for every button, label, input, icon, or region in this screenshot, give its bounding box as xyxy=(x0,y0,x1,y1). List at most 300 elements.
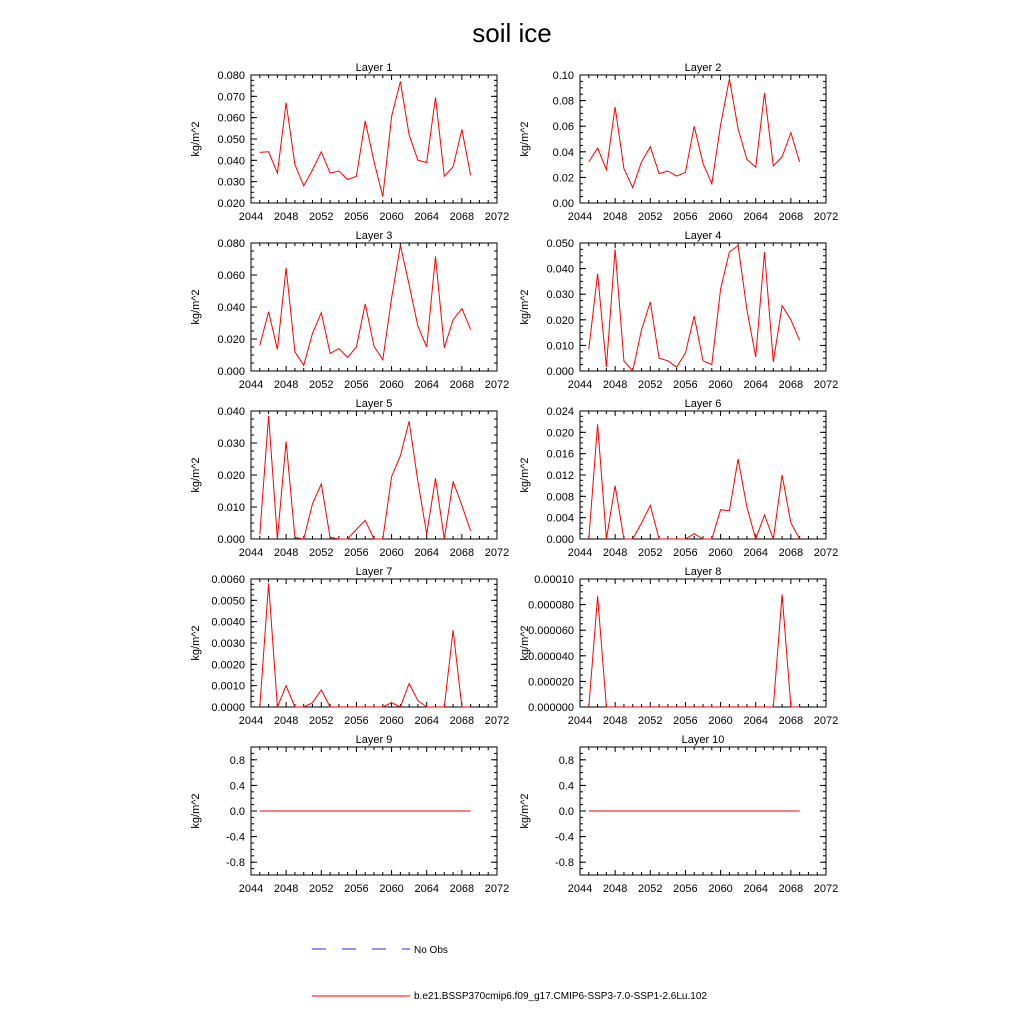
data-point xyxy=(738,706,739,707)
data-point xyxy=(650,505,651,506)
y-tick-label: 0.024 xyxy=(546,406,574,418)
x-tick-label: 2072 xyxy=(484,211,510,223)
data-point xyxy=(409,810,410,811)
data-point xyxy=(702,810,703,811)
data-point xyxy=(676,367,677,368)
data-point xyxy=(676,706,677,707)
panel-title: Layer 7 xyxy=(355,566,393,578)
data-point xyxy=(597,273,598,274)
x-tick-label: 2068 xyxy=(449,211,475,223)
x-tick-label: 2072 xyxy=(484,883,510,895)
data-point xyxy=(400,81,401,82)
x-tick-label: 2060 xyxy=(379,883,404,895)
x-tick-label: 2060 xyxy=(708,883,733,895)
x-tick-label: 2072 xyxy=(813,883,839,895)
data-point xyxy=(615,706,616,707)
data-point xyxy=(773,165,774,166)
data-point xyxy=(417,700,418,701)
data-point xyxy=(658,173,659,174)
data-point xyxy=(321,151,322,152)
data-point xyxy=(676,538,677,539)
data-point xyxy=(303,185,304,186)
data-point xyxy=(409,421,410,422)
data-point xyxy=(790,522,791,523)
y-tick-label: 0.070 xyxy=(217,91,245,104)
x-tick-label: 2060 xyxy=(379,211,404,223)
y-tick-label: 0.0050 xyxy=(211,595,245,608)
x-tick-label: 2060 xyxy=(708,715,733,727)
x-tick-label: 2048 xyxy=(602,547,628,559)
x-tick-label: 2048 xyxy=(273,379,299,391)
data-point xyxy=(658,810,659,811)
data-point xyxy=(623,538,624,539)
x-tick-label: 2048 xyxy=(602,715,628,727)
data-point xyxy=(259,152,260,153)
data-point xyxy=(373,346,374,347)
data-point xyxy=(729,810,730,811)
data-point xyxy=(606,367,607,368)
data-point xyxy=(329,353,330,354)
data-point xyxy=(461,129,462,130)
data-point xyxy=(667,170,668,171)
y-tick-label: 0.00010 xyxy=(534,574,574,586)
data-point xyxy=(615,106,616,107)
x-tick-label: 2044 xyxy=(238,547,264,559)
data-point xyxy=(286,810,287,811)
x-tick-label: 2068 xyxy=(449,379,475,391)
y-tick-label: 0.000020 xyxy=(528,676,574,689)
x-tick-label: 2056 xyxy=(344,715,369,727)
data-point xyxy=(764,706,765,707)
x-tick-label: 2068 xyxy=(449,883,475,895)
data-point xyxy=(615,810,616,811)
data-point xyxy=(312,702,313,703)
data-point xyxy=(720,288,721,289)
data-point xyxy=(259,810,260,811)
data-point xyxy=(746,506,747,507)
x-tick-label: 2044 xyxy=(567,883,593,895)
data-point xyxy=(435,706,436,707)
data-point xyxy=(650,301,651,302)
y-tick-label: 0.0 xyxy=(558,806,574,818)
panel-title: Layer 6 xyxy=(684,398,722,410)
data-point xyxy=(773,538,774,539)
data-point xyxy=(435,256,436,257)
data-point xyxy=(720,706,721,707)
data-point xyxy=(729,510,730,511)
y-tick-label: -0.4 xyxy=(555,831,574,844)
data-point xyxy=(400,455,401,456)
data-point xyxy=(426,346,427,347)
data-point xyxy=(444,347,445,348)
data-point xyxy=(373,706,374,707)
x-tick-label: 2056 xyxy=(673,379,698,391)
y-tick-label: 0.000 xyxy=(217,534,245,546)
data-point xyxy=(277,349,278,350)
data-point xyxy=(277,173,278,174)
data-point xyxy=(303,810,304,811)
data-point xyxy=(781,156,782,157)
data-point xyxy=(312,169,313,170)
y-tick-label: -0.4 xyxy=(226,831,245,844)
data-point xyxy=(382,359,383,360)
x-tick-label: 2048 xyxy=(273,547,299,559)
y-axis-label: kg/m^2 xyxy=(190,457,202,493)
y-tick-label: 0.020 xyxy=(217,334,245,346)
data-point xyxy=(400,810,401,811)
x-tick-label: 2052 xyxy=(638,883,663,895)
data-point xyxy=(365,810,366,811)
data-point xyxy=(338,170,339,171)
data-point xyxy=(588,810,589,811)
data-point xyxy=(321,312,322,313)
data-point xyxy=(755,356,756,357)
y-axis-label: kg/m^2 xyxy=(190,289,202,325)
data-point xyxy=(711,364,712,365)
data-point xyxy=(365,520,366,521)
data-point xyxy=(667,538,668,539)
y-tick-label: 0.012 xyxy=(546,470,574,482)
data-point xyxy=(799,161,800,162)
y-tick-label: 0.010 xyxy=(546,340,574,353)
data-point xyxy=(312,333,313,334)
data-point xyxy=(781,810,782,811)
y-axis-label: kg/m^2 xyxy=(519,121,531,157)
x-tick-label: 2064 xyxy=(414,379,439,391)
data-point xyxy=(461,706,462,707)
data-point xyxy=(268,583,269,584)
data-point xyxy=(294,351,295,352)
x-tick-label: 2048 xyxy=(273,211,299,223)
data-point xyxy=(417,160,418,161)
data-point xyxy=(658,358,659,359)
y-tick-label: -0.8 xyxy=(226,857,245,870)
data-point xyxy=(632,706,633,707)
data-point xyxy=(373,810,374,811)
data-point xyxy=(286,441,287,442)
data-point xyxy=(711,810,712,811)
x-tick-label: 2044 xyxy=(567,715,593,727)
data-point xyxy=(268,151,269,152)
data-point xyxy=(347,538,348,539)
data-point xyxy=(470,810,471,811)
x-tick-label: 2064 xyxy=(414,211,439,223)
data-point xyxy=(338,538,339,539)
y-tick-label: 0.0030 xyxy=(211,638,245,650)
data-point xyxy=(259,345,260,346)
y-tick-label: 0.030 xyxy=(217,438,245,450)
data-point xyxy=(685,538,686,539)
data-point xyxy=(391,810,392,811)
data-point xyxy=(711,538,712,539)
data-point xyxy=(694,126,695,127)
data-point xyxy=(755,706,756,707)
x-tick-label: 2060 xyxy=(379,547,404,559)
y-axis-label: kg/m^2 xyxy=(190,625,202,661)
y-tick-label: 0.0060 xyxy=(211,574,245,586)
x-tick-label: 2068 xyxy=(778,547,804,559)
x-tick-label: 2072 xyxy=(813,379,839,391)
y-tick-label: 0.030 xyxy=(217,176,245,189)
data-point xyxy=(373,161,374,162)
panel-title: Layer 2 xyxy=(684,62,722,74)
data-point xyxy=(711,183,712,184)
y-tick-label: 0.000040 xyxy=(528,650,574,663)
data-point xyxy=(338,810,339,811)
data-point xyxy=(426,534,427,535)
data-point xyxy=(720,509,721,510)
panel-title: Layer 9 xyxy=(355,734,393,746)
panel-title: Layer 8 xyxy=(684,566,722,578)
data-point xyxy=(641,161,642,162)
data-point xyxy=(799,706,800,707)
x-tick-label: 2068 xyxy=(449,547,475,559)
data-point xyxy=(615,485,616,486)
data-point xyxy=(799,538,800,539)
x-tick-label: 2056 xyxy=(344,547,369,559)
data-point xyxy=(755,810,756,811)
data-point xyxy=(597,424,598,425)
x-tick-label: 2048 xyxy=(602,211,628,223)
data-point xyxy=(400,706,401,707)
x-tick-label: 2068 xyxy=(778,715,804,727)
data-point xyxy=(470,706,471,707)
x-tick-label: 2060 xyxy=(708,547,733,559)
data-point xyxy=(382,538,383,539)
data-point xyxy=(746,810,747,811)
data-point xyxy=(764,92,765,93)
data-point xyxy=(738,810,739,811)
data-point xyxy=(312,810,313,811)
data-point xyxy=(694,810,695,811)
data-point xyxy=(702,360,703,361)
data-point xyxy=(365,303,366,304)
data-point xyxy=(294,164,295,165)
data-point xyxy=(303,538,304,539)
data-point xyxy=(685,352,686,353)
data-point xyxy=(444,706,445,707)
data-point xyxy=(268,415,269,416)
data-point xyxy=(329,537,330,538)
data-point xyxy=(409,683,410,684)
y-tick-label: 0.000 xyxy=(546,534,574,546)
data-point xyxy=(294,537,295,538)
data-point xyxy=(356,529,357,530)
data-point xyxy=(694,533,695,534)
data-point xyxy=(312,503,313,504)
x-tick-label: 2056 xyxy=(344,211,369,223)
x-tick-label: 2056 xyxy=(673,715,698,727)
y-tick-label: 0.0000 xyxy=(211,702,245,714)
data-point xyxy=(259,534,260,535)
data-point xyxy=(667,810,668,811)
data-point xyxy=(391,298,392,299)
y-tick-label: 0.8 xyxy=(229,754,245,767)
x-tick-label: 2056 xyxy=(673,883,698,895)
data-point xyxy=(764,251,765,252)
data-point xyxy=(738,128,739,129)
y-tick-label: 0.0010 xyxy=(211,680,245,693)
data-point xyxy=(321,483,322,484)
y-tick-label: -0.8 xyxy=(555,857,574,870)
data-point xyxy=(391,116,392,117)
data-point xyxy=(356,176,357,177)
data-point xyxy=(738,458,739,459)
data-point xyxy=(470,175,471,176)
y-axis-label: kg/m^2 xyxy=(190,793,202,829)
y-tick-label: 0.020 xyxy=(217,198,245,210)
data-point xyxy=(729,78,730,79)
x-tick-label: 2044 xyxy=(238,211,264,223)
x-tick-label: 2044 xyxy=(567,211,593,223)
data-point xyxy=(268,810,269,811)
data-point xyxy=(623,810,624,811)
y-tick-label: 0.000000 xyxy=(528,702,574,714)
y-tick-label: 0.06 xyxy=(552,121,574,134)
data-point xyxy=(632,370,633,371)
x-tick-label: 2044 xyxy=(567,379,593,391)
x-tick-label: 2072 xyxy=(484,547,510,559)
y-tick-label: 0.000080 xyxy=(528,599,574,612)
data-point xyxy=(286,102,287,103)
data-point xyxy=(676,176,677,177)
data-point xyxy=(615,249,616,250)
x-tick-label: 2060 xyxy=(708,379,733,391)
y-tick-label: 0.030 xyxy=(546,289,574,302)
y-tick-label: 0.0 xyxy=(229,806,245,818)
y-tick-label: 0.004 xyxy=(546,512,574,525)
data-point xyxy=(685,810,686,811)
data-point xyxy=(641,522,642,523)
data-point xyxy=(294,810,295,811)
x-tick-label: 2056 xyxy=(673,211,698,223)
data-point xyxy=(623,360,624,361)
data-point xyxy=(588,161,589,162)
x-tick-label: 2072 xyxy=(484,715,510,727)
data-point xyxy=(286,267,287,268)
data-point xyxy=(409,284,410,285)
data-point xyxy=(338,706,339,707)
data-point xyxy=(597,810,598,811)
data-point xyxy=(632,538,633,539)
y-tick-label: 0.02 xyxy=(552,172,574,185)
data-point xyxy=(729,706,730,707)
data-point xyxy=(694,706,695,707)
figure-title: soil ice xyxy=(472,18,552,48)
x-tick-label: 2064 xyxy=(743,547,768,559)
data-point xyxy=(286,685,287,686)
data-point xyxy=(702,538,703,539)
panel-title: Layer 1 xyxy=(355,62,393,74)
data-point xyxy=(347,706,348,707)
data-point xyxy=(650,810,651,811)
legend-model-label: b.e21.BSSP370cmip6.f09_g17.CMIP6-SSP3-7.0-SSP1-2.6Lu.102 xyxy=(414,991,707,1002)
data-point xyxy=(391,476,392,477)
data-point xyxy=(417,326,418,327)
data-point xyxy=(303,365,304,366)
x-tick-label: 2064 xyxy=(743,379,768,391)
panel-title: Layer 10 xyxy=(681,734,725,746)
y-tick-label: 0.040 xyxy=(217,406,245,418)
panel-title: Layer 4 xyxy=(684,230,722,242)
data-point xyxy=(781,474,782,475)
y-tick-label: 0.060 xyxy=(217,112,245,125)
x-tick-label: 2060 xyxy=(708,211,733,223)
x-tick-label: 2068 xyxy=(778,379,804,391)
x-tick-label: 2052 xyxy=(309,379,334,391)
data-point xyxy=(773,361,774,362)
data-point xyxy=(606,538,607,539)
data-point xyxy=(435,97,436,98)
data-point xyxy=(347,357,348,358)
y-tick-label: 0.040 xyxy=(217,302,245,314)
data-point xyxy=(764,810,765,811)
y-tick-label: 0.0040 xyxy=(211,616,245,629)
data-point xyxy=(790,810,791,811)
data-point xyxy=(755,167,756,168)
y-tick-label: 0.020 xyxy=(546,314,574,327)
data-point xyxy=(641,706,642,707)
data-point xyxy=(417,481,418,482)
data-point xyxy=(650,706,651,707)
data-point xyxy=(799,810,800,811)
data-point xyxy=(426,162,427,163)
y-tick-label: 0.050 xyxy=(217,134,245,146)
y-tick-label: 0.4 xyxy=(558,780,574,793)
data-point xyxy=(676,810,677,811)
data-point xyxy=(277,810,278,811)
y-tick-label: 0.080 xyxy=(217,238,245,250)
data-point xyxy=(452,810,453,811)
data-point xyxy=(294,706,295,707)
y-tick-label: 0.000 xyxy=(546,366,574,378)
x-tick-label: 2048 xyxy=(602,379,628,391)
data-point xyxy=(452,319,453,320)
data-point xyxy=(347,810,348,811)
data-point xyxy=(303,706,304,707)
data-point xyxy=(277,706,278,707)
data-point xyxy=(729,251,730,252)
data-point xyxy=(321,810,322,811)
x-tick-label: 2044 xyxy=(567,547,593,559)
x-tick-label: 2044 xyxy=(238,715,264,727)
data-point xyxy=(790,319,791,320)
legend-obs-label: No Obs xyxy=(414,945,448,956)
data-point xyxy=(452,166,453,167)
x-tick-label: 2072 xyxy=(813,547,839,559)
data-point xyxy=(435,478,436,479)
data-point xyxy=(694,315,695,316)
data-point xyxy=(720,810,721,811)
x-tick-label: 2052 xyxy=(309,211,334,223)
data-point xyxy=(597,147,598,148)
y-tick-label: 0.4 xyxy=(229,780,245,793)
y-tick-label: 0.040 xyxy=(546,263,574,276)
data-point xyxy=(329,810,330,811)
data-point xyxy=(711,706,712,707)
data-point xyxy=(329,706,330,707)
x-tick-label: 2056 xyxy=(344,883,369,895)
data-point xyxy=(588,349,589,350)
y-tick-label: 0.008 xyxy=(546,491,574,504)
x-tick-label: 2048 xyxy=(273,883,299,895)
x-tick-label: 2064 xyxy=(743,715,768,727)
data-point xyxy=(781,305,782,306)
data-point xyxy=(417,810,418,811)
data-point xyxy=(781,594,782,595)
data-point xyxy=(259,706,260,707)
data-point xyxy=(588,538,589,539)
